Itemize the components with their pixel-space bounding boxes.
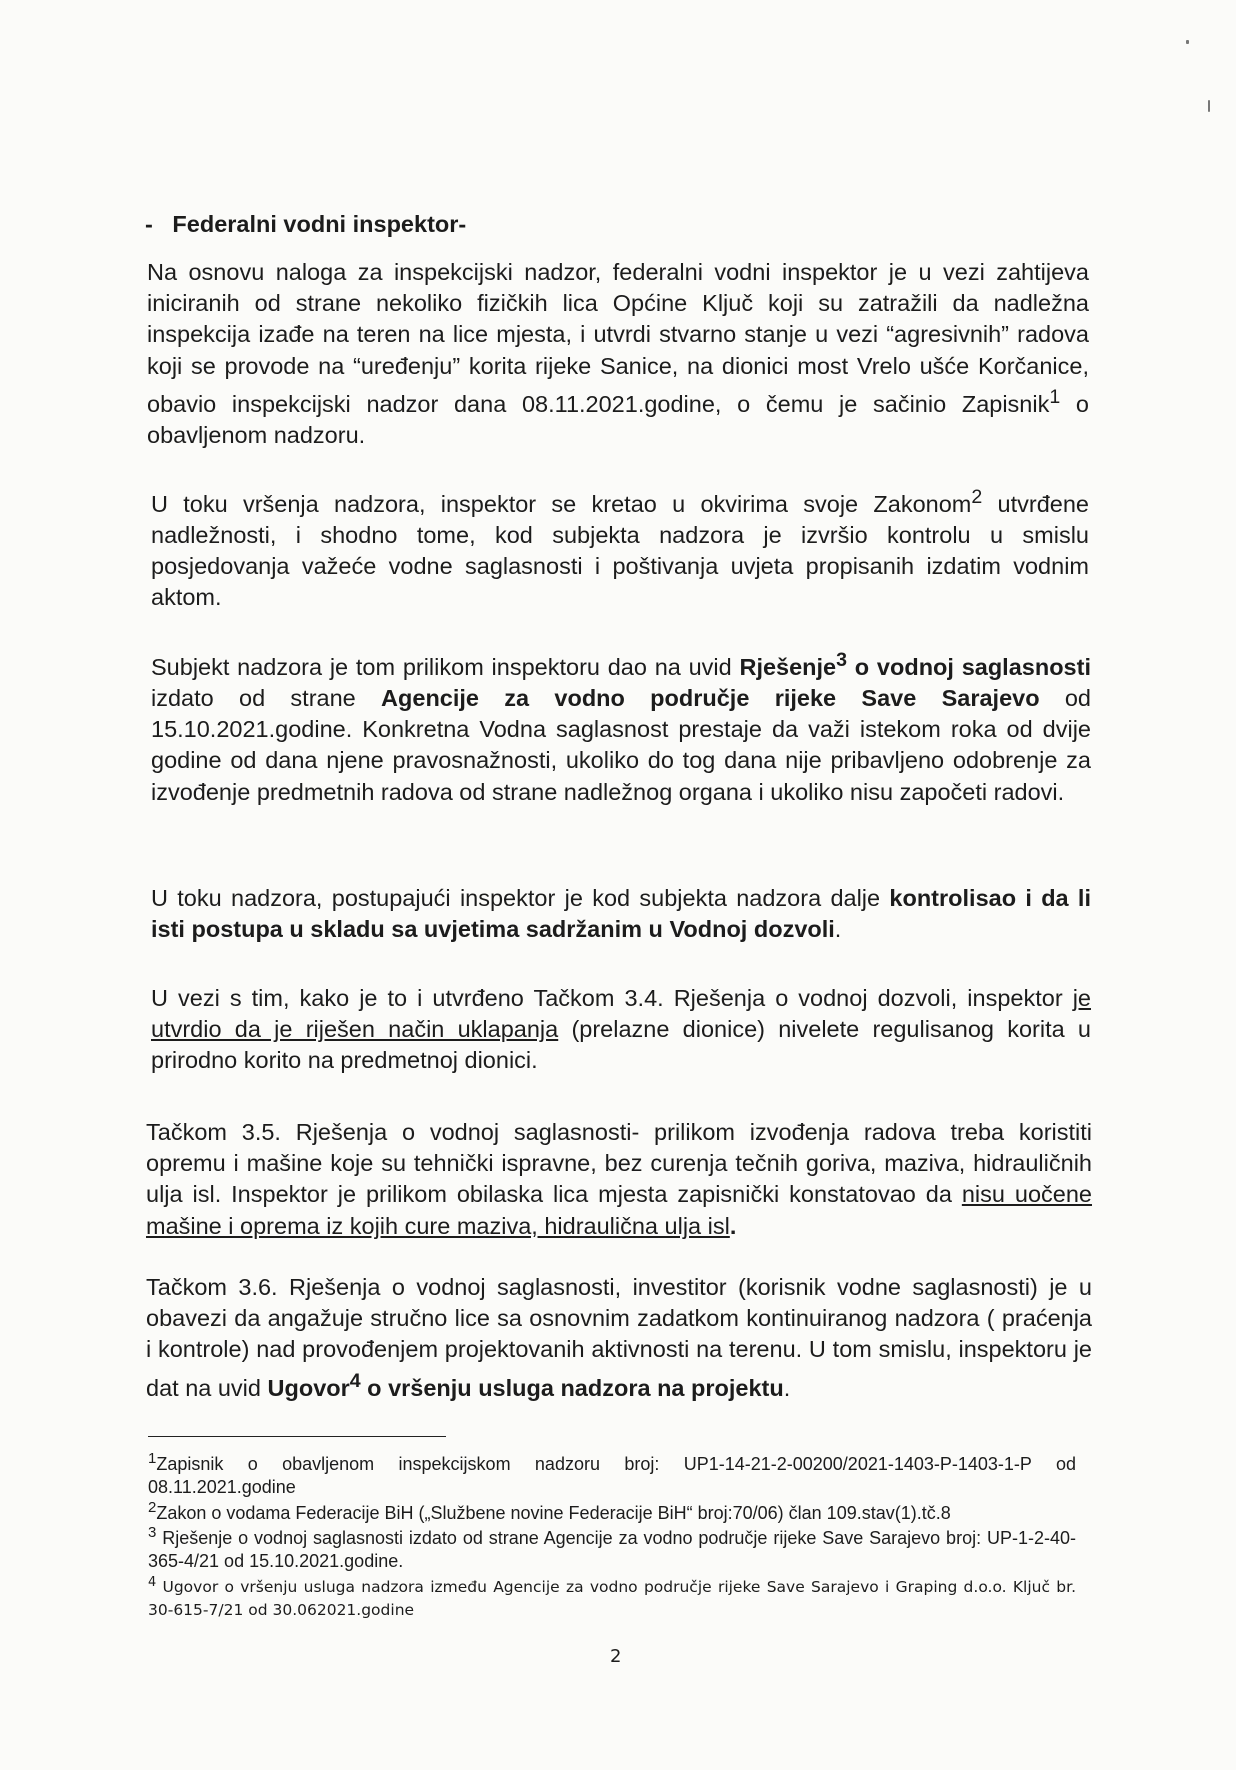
p7-bold: o vršenju usluga nadzora na projektu (360, 1374, 784, 1401)
footnote-3 (148, 1521, 1076, 1573)
p5-text: U vezi s tim, kako je to i utvrđeno Tačkom 3.4. Rješenja o vodnoj dozvoli, inspektor (151, 985, 1073, 1011)
footnote-ref-3: 3 (836, 649, 848, 671)
footnote-number: 3 (148, 1524, 157, 1541)
footnote-ref-4: 4 (349, 1369, 361, 1392)
p7-text-end: . (783, 1374, 791, 1401)
section-heading (145, 209, 466, 239)
p1-text-end: o obavljenom nadzoru. (147, 390, 1089, 448)
scan-speck (1186, 40, 1189, 44)
footnote-text: Zakon o vodama Federacije BiH („Službene novine Federacije BiH“ broj:70/06) član 109.stav(1).tč.8 (156, 1503, 951, 1523)
paragraph-4 (151, 883, 1091, 945)
p2-text: U toku vršenja nadzora, inspektor se kretao u okvirima svoje Zakonom (151, 490, 972, 517)
p6-underlined: nisu uočene mašine i oprema iz kojih cure maziva, hidraulična ulja isl (146, 1181, 1092, 1239)
footnote-ref-1: 1 (1049, 385, 1061, 408)
footnote-text: Ugovor o vršenju usluga nadzora između Agencije za vodno područje rijeke Save Sarajevo i Graping d.o.o. Ključ br. 30-615-7/21 od 30.062021.godine (148, 1578, 1076, 1620)
footnote-number: 4 (148, 1575, 157, 1590)
p2-text-end: utvrđene nadležnosti, i shodno tome, kod subjekta nadzora je izvršio kontrolu u smislu posjedovanja važeće vodne saglasnosti i poštivanja uvjeta propisanih izdatim vodnim aktom. (151, 490, 1089, 611)
p5-text-end: (prelazne dionice) nivelete regulisanog korita u prirodno korito na predmetnoj dionici. (151, 1016, 1092, 1074)
footnote-1 (148, 1447, 1076, 1499)
footnote-number: 2 (148, 1499, 157, 1516)
paragraph-2 (151, 482, 1089, 614)
p4-text: U toku nadzora, postupajući inspektor je kod subjekta nadzora dalje (151, 885, 890, 911)
paragraph-6 (146, 1117, 1092, 1242)
scan-speck (1208, 100, 1210, 112)
footnote-number: 1 (148, 1450, 157, 1467)
page-number: 2 (610, 1646, 622, 1667)
paragraph-5 (151, 983, 1091, 1077)
p7-bold-ugovor: Ugovor (267, 1374, 350, 1401)
p3-text-end: od 15.10.2021.godine. Konkretna Vodna saglasnost prestaje da važi istekom roka od dvije godine od dana njene pravosnažnosti, ukoliko do tog dana nije pribavljeno odobrenje za izvođenje predmetnih radova od strane nadležnog organa i ukoliko nisu započeti radovi. (151, 685, 1091, 805)
p4-text-end: . (834, 916, 842, 943)
heading-text: Federalni vodni inspektor- (172, 211, 467, 237)
p7-text: Tačkom 3.6. Rješenja o vodnoj saglasnosti, investitor (korisnik vodne saglasnosti) je u obavezi da angažuje stručno lice sa osnovnim zadatkom kontinuiranog nadzora ( praćenja i kontrole) nad provođenjem projektovanih aktivnosti na terenu. U tom smislu, inspektoru je dat na uvid (146, 1274, 1092, 1401)
paragraph-7 (146, 1272, 1092, 1404)
footnote-separator (148, 1436, 446, 1437)
p3-bold-agencija: Agencije za vodno područje rijeke Save Sarajevo (381, 685, 1040, 712)
paragraph-3 (151, 645, 1091, 808)
footnote-ref-2: 2 (971, 486, 983, 508)
p3-bold-saglasnost: o vodnoj saglasnosti (847, 653, 1091, 680)
footnote-text: Zapisnik o obavljenom inspekcijskom nadzoru broj: UP1-14-21-2-00200/2021-1403-P-1403-1-P od 08.11.2021.godine (148, 1454, 1076, 1497)
paragraph-1 (147, 257, 1089, 451)
p6-text-end: . (729, 1212, 737, 1239)
p3-bold-resenje: Rješenje (739, 653, 837, 680)
p3-text: Subjekt nadzora je tom prilikom inspektoru dao na uvid (151, 653, 740, 680)
heading-dash: - (145, 211, 153, 237)
p6-text: Tačkom 3.5. Rješenja o vodnoj saglasnosti- prilikom izvođenja radova treba koristiti opremu i mašine koje su tehnički ispravne, bez curenja tečnih goriva, maziva, hidrauličnih ulja isl. Inspektor je prilikom obilaska lica mjesta zapisnički konstatovao da (146, 1119, 1092, 1208)
footnote-4 (148, 1571, 1076, 1622)
p3-text-mid: izdato od strane (151, 685, 382, 712)
p4-bold: kontrolisao i da li isti postupa u skladu sa uvjetima sadržanim u Vodnoj dozvoli (151, 885, 1091, 943)
p5-underlined: je utvrdio da je riješen način uklapanja (151, 985, 1091, 1043)
p1-text: Na osnovu naloga za inspekcijski nadzor, federalni vodni inspektor je u vezi zahtijeva iniciranih od strane nekoliko fizičkih lica Općine Ključ koji su zatražili da nadležna inspekcija izađe na teren na lice mjesta, i utvrdi stvarno stanje u vezi “agresivnih” radova koji se provode na “uređenju” korita rijeke Sanice, na dionici most Vrelo ušće Korčanice, obavio inspekcijski nadzor dana 08.11.2021.godine, o čemu je sačinio Zapisnik (147, 259, 1089, 417)
footnote-text: Rješenje o vodnoj saglasnosti izdato od strane Agencije za vodno područje rijeke Save Sarajevo broj: UP-1-2-40-365-4/21 od 15.10.2021.godine. (148, 1528, 1076, 1571)
